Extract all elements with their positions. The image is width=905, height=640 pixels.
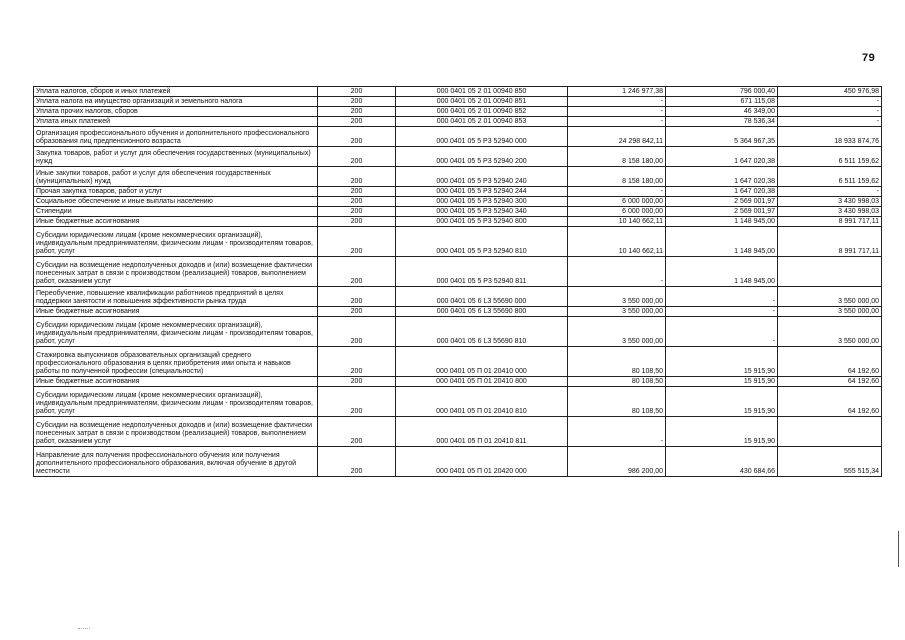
row-name-cell: Уплата налога на имущество организаций и земельного налога — [34, 97, 318, 107]
row-code-cell: 200 — [318, 307, 396, 317]
row-name-cell: Организация профессионального обучения и дополнительного профессионального образования лиц предпенсионного возраста — [34, 127, 318, 147]
row-name-cell: Иные бюджетные ассигнования — [34, 217, 318, 227]
row-approved-cell: 3 550 000,00 — [568, 317, 666, 347]
row-executed-cell: - — [666, 287, 778, 307]
row-code-cell: 200 — [318, 347, 396, 377]
row-unexecuted-cell: 3 550 000,00 — [778, 317, 882, 347]
row-name-cell: Переобучение, повышение квалификации работников предприятий в целях поддержки занятости и повышения эффективности рынка труда — [34, 287, 318, 307]
row-kbk-cell: 000 0401 05 П 01 20410 811 — [396, 417, 568, 447]
row-approved-cell: 6 000 000,00 — [568, 197, 666, 207]
row-kbk-cell: 000 0401 05 5 P3 52940 300 — [396, 197, 568, 207]
row-executed-cell: 15 915,90 — [666, 377, 778, 387]
row-executed-cell: 1 148 945,00 — [666, 257, 778, 287]
row-code-cell: 200 — [318, 107, 396, 117]
row-kbk-cell: 000 0401 05 2 01 00940 851 — [396, 97, 568, 107]
row-name-cell: Закупка товаров, работ и услуг для обеспечения государственных (муниципальных) нужд — [34, 147, 318, 167]
row-name-cell: Социальное обеспечение и иные выплаты населению — [34, 197, 318, 207]
table-row — [34, 167, 882, 187]
row-executed-cell: 2 569 001,97 — [666, 197, 778, 207]
row-code-cell: 200 — [318, 87, 396, 97]
row-name-cell: Иные бюджетные ассигнования — [34, 307, 318, 317]
page-number: 79 — [862, 52, 876, 64]
row-kbk-cell: 000 0401 05 5 P3 52940 800 — [396, 217, 568, 227]
table-row — [34, 87, 882, 97]
row-unexecuted-cell: 6 511 159,62 — [778, 147, 882, 167]
row-unexecuted-cell: 3 550 000,00 — [778, 307, 882, 317]
row-name-cell: Прочая закупка товаров, работ и услуг — [34, 187, 318, 197]
table-row — [34, 107, 882, 117]
row-code-cell: 200 — [318, 287, 396, 307]
table-body — [34, 87, 882, 477]
row-kbk-cell: 000 0401 05 5 P3 52940 240 — [396, 167, 568, 187]
row-approved-cell: 6 000 000,00 — [568, 207, 666, 217]
row-executed-cell: 1 647 020,38 — [666, 147, 778, 167]
row-approved-cell: 24 298 842,11 — [568, 127, 666, 147]
row-name-cell: Уплата иных платежей — [34, 117, 318, 127]
table-row — [34, 377, 882, 387]
row-unexecuted-cell: 3 430 998,03 — [778, 207, 882, 217]
row-code-cell: 200 — [318, 317, 396, 347]
row-unexecuted-cell: 18 933 874,76 — [778, 127, 882, 147]
row-approved-cell: 10 140 662,11 — [568, 217, 666, 227]
row-code-cell: 200 — [318, 217, 396, 227]
table-row — [34, 117, 882, 127]
row-kbk-cell: 000 0401 05 П 01 20410 800 — [396, 377, 568, 387]
row-executed-cell: 796 000,40 — [666, 87, 778, 97]
row-approved-cell: - — [568, 107, 666, 117]
row-approved-cell: - — [568, 417, 666, 447]
table-row — [34, 147, 882, 167]
row-approved-cell: - — [568, 97, 666, 107]
table-row — [34, 207, 882, 217]
row-kbk-cell: 000 0401 05 П 01 20410 810 — [396, 387, 568, 417]
row-code-cell: 200 — [318, 447, 396, 477]
budget-execution-table — [33, 86, 882, 477]
row-executed-cell: 2 569 001,97 — [666, 207, 778, 217]
row-approved-cell: - — [568, 257, 666, 287]
scan-artifact — [78, 628, 90, 630]
row-unexecuted-cell: 64 192,60 — [778, 377, 882, 387]
row-executed-cell: 15 915,90 — [666, 417, 778, 447]
row-unexecuted-cell: 64 192,60 — [778, 387, 882, 417]
row-code-cell: 200 — [318, 257, 396, 287]
row-name-cell: Субсидии юридическим лицам (кроме некоммерческих организаций), индивидуальным предпринимателям, физическим лицам - производителям товаров, работ, услуг — [34, 317, 318, 347]
table-row — [34, 387, 882, 417]
row-kbk-cell: 000 0401 05 П 01 20410 000 — [396, 347, 568, 377]
row-name-cell: Иные закупки товаров, работ и услуг для обеспечения государственных (муниципальных) нужд — [34, 167, 318, 187]
row-kbk-cell: 000 0401 05 6 L3 55690 000 — [396, 287, 568, 307]
row-name-cell: Субсидии на возмещение недополученных доходов и (или) возмещение фактически понесенных затрат в связи с производством (реализацией) товаров, выполнением работ, оказанием услуг — [34, 417, 318, 447]
row-kbk-cell: 000 0401 05 5 P3 52940 810 — [396, 227, 568, 257]
row-approved-cell: - — [568, 117, 666, 127]
table-row — [34, 127, 882, 147]
row-kbk-cell: 000 0401 05 П 01 20420 000 — [396, 447, 568, 477]
row-kbk-cell: 000 0401 05 5 P3 52940 000 — [396, 127, 568, 147]
row-name-cell: Уплата прочих налогов, сборов — [34, 107, 318, 117]
row-kbk-cell: 000 0401 05 5 P3 52940 811 — [396, 257, 568, 287]
row-code-cell: 200 — [318, 417, 396, 447]
row-code-cell: 200 — [318, 167, 396, 187]
scan-edge-mark — [898, 531, 899, 567]
row-executed-cell: 78 536,34 — [666, 117, 778, 127]
row-unexecuted-cell: 555 515,34 — [778, 447, 882, 477]
row-unexecuted-cell: 8 991 717,11 — [778, 217, 882, 227]
row-kbk-cell: 000 0401 05 2 01 00940 850 — [396, 87, 568, 97]
row-unexecuted-cell: 8 991 717,11 — [778, 227, 882, 257]
row-kbk-cell: 000 0401 05 5 P3 52940 244 — [396, 187, 568, 197]
row-executed-cell: 15 915,90 — [666, 387, 778, 417]
row-kbk-cell: 000 0401 05 5 P3 52940 340 — [396, 207, 568, 217]
row-executed-cell: 46 349,00 — [666, 107, 778, 117]
row-code-cell: 200 — [318, 197, 396, 207]
row-unexecuted-cell: 64 192,60 — [778, 347, 882, 377]
row-executed-cell: - — [666, 307, 778, 317]
row-executed-cell: - — [666, 317, 778, 347]
row-code-cell: 200 — [318, 377, 396, 387]
table-row — [34, 217, 882, 227]
row-unexecuted-cell — [778, 257, 882, 287]
row-executed-cell: 430 684,66 — [666, 447, 778, 477]
row-executed-cell: 1 647 020,38 — [666, 187, 778, 197]
row-executed-cell: 671 115,08 — [666, 97, 778, 107]
row-name-cell: Направление для получения профессионального обучения или получения дополнительного профессионального образования, включая обучение в другой местности — [34, 447, 318, 477]
row-name-cell: Субсидии юридическим лицам (кроме некоммерческих организаций), индивидуальным предпринимателям, физическим лицам - производителям товаров, работ, услуг — [34, 387, 318, 417]
row-unexecuted-cell: - — [778, 117, 882, 127]
table-row — [34, 347, 882, 377]
row-executed-cell: 1 148 945,00 — [666, 217, 778, 227]
row-approved-cell: 80 108,50 — [568, 387, 666, 417]
row-code-cell: 200 — [318, 147, 396, 167]
row-approved-cell: 80 108,50 — [568, 377, 666, 387]
row-executed-cell: 5 364 967,35 — [666, 127, 778, 147]
table-row — [34, 97, 882, 107]
row-unexecuted-cell: - — [778, 107, 882, 117]
row-code-cell: 200 — [318, 187, 396, 197]
row-approved-cell: 10 140 662,11 — [568, 227, 666, 257]
row-name-cell: Уплата налогов, сборов и иных платежей — [34, 87, 318, 97]
row-name-cell: Стипендии — [34, 207, 318, 217]
row-name-cell: Субсидии юридическим лицам (кроме некоммерческих организаций), индивидуальным предпринимателям, физическим лицам - производителям товаров, работ, услуг — [34, 227, 318, 257]
row-unexecuted-cell: 3 430 998,03 — [778, 197, 882, 207]
table-row — [34, 417, 882, 447]
row-approved-cell: 8 158 180,00 — [568, 147, 666, 167]
row-executed-cell: 1 148 945,00 — [666, 227, 778, 257]
row-approved-cell: 986 200,00 — [568, 447, 666, 477]
row-kbk-cell: 000 0401 05 2 01 00940 853 — [396, 117, 568, 127]
row-approved-cell: - — [568, 187, 666, 197]
table-row — [34, 317, 882, 347]
row-kbk-cell: 000 0401 05 2 01 00940 852 — [396, 107, 568, 117]
row-executed-cell: 15 915,90 — [666, 347, 778, 377]
row-approved-cell: 1 246 977,38 — [568, 87, 666, 97]
row-name-cell: Стажировка выпускников образовательных организаций среднего профессионального образования в целях приобретения ими опыта и навыков работы по полученной профессии (специальности) — [34, 347, 318, 377]
row-unexecuted-cell: - — [778, 187, 882, 197]
row-code-cell: 200 — [318, 227, 396, 257]
row-approved-cell: 3 550 000,00 — [568, 307, 666, 317]
row-approved-cell: 80 108,50 — [568, 347, 666, 377]
row-code-cell: 200 — [318, 207, 396, 217]
table-row — [34, 287, 882, 307]
table-row — [34, 307, 882, 317]
row-kbk-cell: 000 0401 05 5 P3 52940 200 — [396, 147, 568, 167]
row-kbk-cell: 000 0401 05 6 L3 55690 800 — [396, 307, 568, 317]
row-unexecuted-cell: 3 550 000,00 — [778, 287, 882, 307]
row-code-cell: 200 — [318, 117, 396, 127]
row-unexecuted-cell: - — [778, 97, 882, 107]
row-name-cell: Иные бюджетные ассигнования — [34, 377, 318, 387]
table-row — [34, 227, 882, 257]
table-row — [34, 447, 882, 477]
table-row — [34, 187, 882, 197]
row-code-cell: 200 — [318, 387, 396, 417]
row-approved-cell: 8 158 180,00 — [568, 167, 666, 187]
row-approved-cell: 3 550 000,00 — [568, 287, 666, 307]
table-row — [34, 257, 882, 287]
row-executed-cell: 1 647 020,38 — [666, 167, 778, 187]
row-unexecuted-cell — [778, 417, 882, 447]
row-unexecuted-cell: 450 976,98 — [778, 87, 882, 97]
row-unexecuted-cell: 6 511 159,62 — [778, 167, 882, 187]
row-code-cell: 200 — [318, 127, 396, 147]
table-row — [34, 197, 882, 207]
row-kbk-cell: 000 0401 05 6 L3 55690 810 — [396, 317, 568, 347]
row-code-cell: 200 — [318, 97, 396, 107]
row-name-cell: Субсидии на возмещение недополученных доходов и (или) возмещение фактически понесенных затрат в связи с производством (реализацией) товаров, выполнением работ, оказанием услуг — [34, 257, 318, 287]
